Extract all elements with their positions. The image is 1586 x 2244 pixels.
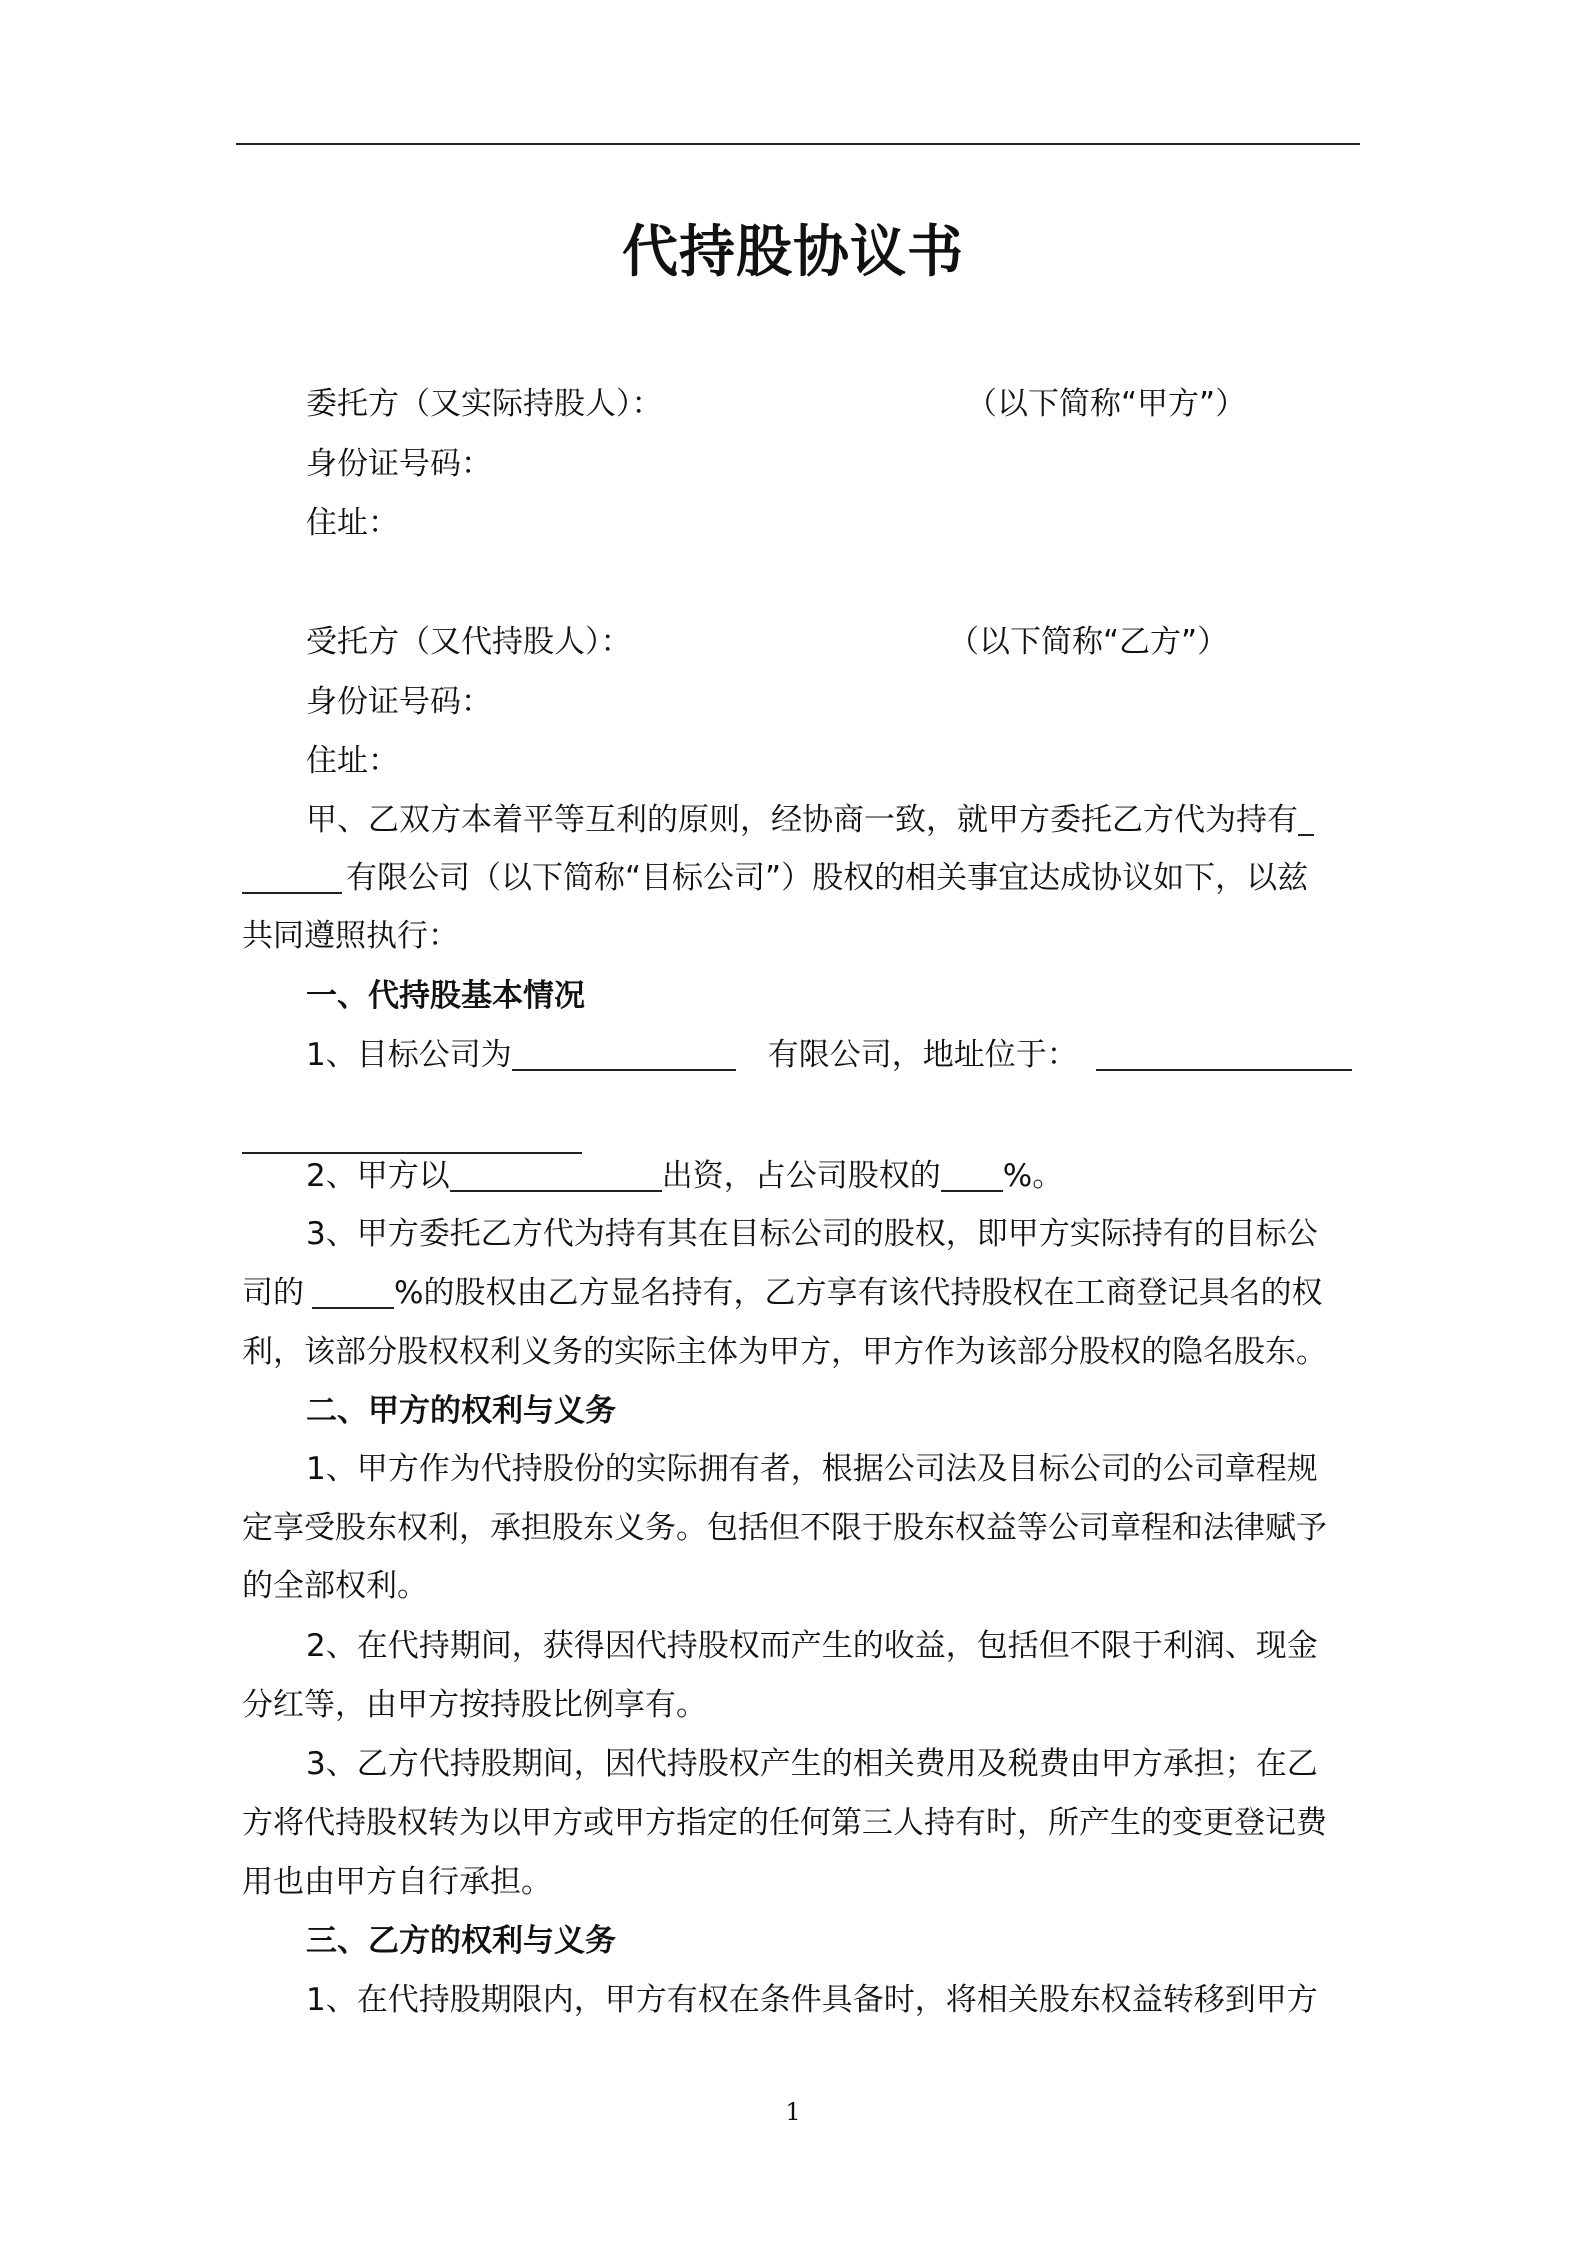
party-a-address-label: 住址： xyxy=(306,505,399,541)
s1-item-3-line-2: 司的 %的股权由乙方显名持有，乙方享有该代持股权在工商登记具名的权 xyxy=(242,1275,1323,1311)
s2-item-3-line-2: 方将代持股权转为以甲方或甲方指定的任何第三人持有时，所产生的变更登记费 xyxy=(242,1805,1327,1841)
party-b-alias: （以下简称“乙方”） xyxy=(948,624,1229,660)
s2-item-3-line-3: 用也由甲方自行承担。 xyxy=(242,1864,552,1900)
target-company-blank xyxy=(512,1039,736,1071)
intro-line-1: 甲、乙双方本着平等互利的原则，经协商一致，就甲方委托乙方代为持有 xyxy=(306,800,1314,840)
company-name-blank xyxy=(1298,804,1314,836)
address-blank-cont xyxy=(242,1122,582,1154)
intro-line-2: 有限公司（以下简称“目标公司”）股权的相关事宜达成协议如下，以兹 xyxy=(242,858,1308,898)
party-a-label: 委托方（又实际持股人）： xyxy=(306,386,663,422)
s2-item-1-line-1: 1、甲方作为代持股份的实际拥有者，根据公司法及目标公司的公司章程规 xyxy=(306,1451,1318,1487)
held-percent-blank xyxy=(312,1277,394,1309)
s2-item-1-line-3: 的全部权利。 xyxy=(242,1568,428,1604)
s3-item-1-line-1: 1、在代持股期限内，甲方有权在条件具备时，将相关股东权益转移到甲方 xyxy=(306,1982,1318,2018)
section-3-heading: 三、乙方的权利与义务 xyxy=(306,1923,616,1959)
share-percent-blank xyxy=(941,1160,1003,1192)
s2-item-2-line-2: 分红等，由甲方按持股比例享有。 xyxy=(242,1687,707,1723)
party-a-alias: （以下简称“甲方”） xyxy=(966,386,1247,422)
s1-item-3-line-3: 利，该部分股权权利义务的实际主体为甲方，甲方作为该部分股权的隐名股东。 xyxy=(242,1334,1327,1370)
page-number: 1 xyxy=(785,2098,801,2126)
capital-amount-blank xyxy=(450,1160,662,1192)
party-b-label: 受托方（又代持股人）： xyxy=(306,624,632,660)
s1-item-1-address-cont xyxy=(242,1118,582,1158)
document-title: 代持股协议书 xyxy=(622,220,964,285)
s2-item-2-line-1: 2、在代持期间，获得因代持股权而产生的收益，包括但不限于利润、现金 xyxy=(306,1628,1318,1664)
section-1-heading: 一、代持股基本情况 xyxy=(306,978,585,1014)
intro-line-3: 共同遵照执行： xyxy=(242,918,459,954)
party-b-id-label: 身份证号码： xyxy=(306,684,492,720)
s1-item-2: 2、甲方以 出资，占公司股权的 %。 xyxy=(306,1158,1064,1194)
s2-item-1-line-2: 定享受股东权利，承担股东义务。包括但不限于股东权益等公司章程和法律赋予 xyxy=(242,1510,1327,1546)
address-blank xyxy=(1096,1039,1352,1071)
s1-item-3-line-1: 3、甲方委托乙方代为持有其在目标公司的股权，即甲方实际持有的目标公 xyxy=(306,1216,1318,1252)
party-a-id-label: 身份证号码： xyxy=(306,446,492,482)
header-rule xyxy=(236,143,1360,145)
party-b-address-label: 住址： xyxy=(306,743,399,779)
section-2-heading: 二、甲方的权利与义务 xyxy=(306,1393,616,1429)
s1-item-1: 1、目标公司为 有限公司，地址位于： xyxy=(306,1035,1352,1075)
company-name-blank-cont xyxy=(242,862,342,894)
s2-item-3-line-1: 3、乙方代持股期间，因代持股权产生的相关费用及税费由甲方承担；在乙 xyxy=(306,1746,1318,1782)
